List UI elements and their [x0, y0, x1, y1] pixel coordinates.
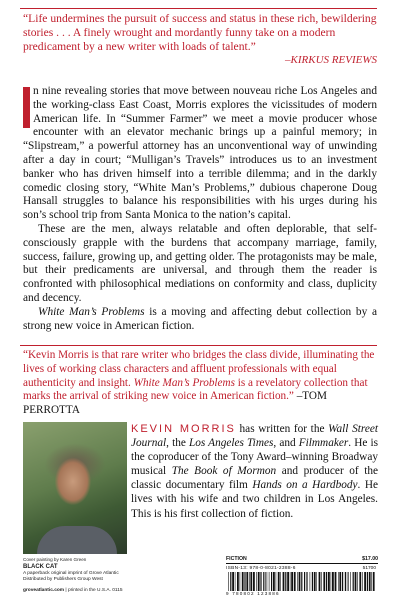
barcode-bar — [364, 572, 366, 591]
red-dropcap-bar — [23, 87, 30, 128]
category-label: FICTION — [226, 556, 247, 562]
barcode-bar — [283, 572, 285, 591]
barcode-bar — [350, 572, 351, 591]
barcode-bar — [235, 572, 236, 591]
barcode-bar — [357, 572, 358, 591]
barcode-bar — [301, 572, 302, 591]
perrotta-quote: “Kevin Morris is that rare writer who bridges the class divide, illuminating the lives of working class characters and affluent professionals with equal authenticity and insight. White Man’s Problems is a revelatory collection that marks the arrival of striking new voice in American fiction.” –TOM PERROTTA — [23, 349, 375, 417]
barcode-bar — [369, 572, 371, 591]
barcode-bar — [355, 572, 357, 591]
barcode-bar — [240, 572, 241, 591]
barcode-bar — [246, 572, 248, 591]
barcode-bar — [353, 572, 354, 591]
barcode-bar — [269, 572, 270, 591]
description-paragraph-2: These are the men, always relatable and often deplorable, that self-consciously grapple with the burdens that accompany marriage, family, success, failure, growing up, and getting older. The protagonists may be male, but their predicaments are universal, and through them the reader is confronted with philosophical mediations on conformity and class, duplicity and decency. — [23, 222, 377, 304]
barcode-bar — [316, 572, 317, 591]
barcode-bar — [367, 572, 368, 591]
kirkus-attribution: –KIRKUS REVIEWS — [285, 53, 377, 66]
barcode-bar — [237, 572, 239, 591]
kirkus-quote — [23, 12, 377, 68]
barcode-bar — [250, 572, 252, 591]
barcode-header — [226, 556, 378, 564]
barcode-bars — [226, 572, 376, 591]
imprint-line-1: A paperback original imprint of Grove Atlantic — [23, 570, 119, 576]
barcode-bar — [307, 572, 308, 591]
barcode-bar — [256, 572, 257, 591]
barcode-bar — [338, 572, 339, 591]
barcode-bar — [260, 572, 261, 591]
barcode-bar — [280, 572, 281, 591]
barcode-bar — [319, 572, 321, 591]
description-paragraph-1: n nine revealing stories that move between nouveau riche Los Angeles and the working-class East Coast, Morris explores the vicissitudes of modern American life. In “Summer Farmer” we meet a movie producer whose encounter with an elevator mechanic brings up a painful memory; in “Slipstream,” a powerful attorney has an unconventional way of unwinding after a day in court; “Mulligan’s Travels” introduces us to an investment banker who has driven himself into a terrible dilemma; and in the darkly comedic closing story, “White Man’s Problems,” dubious chaperone Doug Hansall struggles to balance his responsibilities with his urges during his son’s school trip from Santa Monica to the nation’s capital. — [23, 85, 377, 222]
barcode-bar — [326, 572, 327, 591]
barcode-bar — [304, 572, 305, 591]
barcode-bar — [244, 572, 245, 591]
barcode-bar — [232, 572, 234, 591]
book-title-italic: White Man’s Problems — [133, 376, 235, 389]
author-bio: KEVIN MORRIS has written for the Wall Street Journal, the Los Angeles Times, and Filmmaker. He is the coproducer of the Tony Award–winning Broadway musical The Book of Mormon and producer of the classic documentary film Hands on a Hardbody. He lives with his wife and two children in Los Angeles. This is his first collection of fiction. — [131, 423, 379, 520]
barcode-bar — [339, 572, 341, 591]
barcode-bar — [312, 572, 313, 591]
barcode-digits: 9 780802 123886 — [226, 591, 280, 596]
barcode-bar — [294, 572, 296, 591]
barcode-bar — [276, 572, 277, 591]
barcode-bar — [328, 572, 330, 591]
author-photo-shirt — [37, 526, 117, 554]
middle-red-rule — [20, 345, 377, 346]
barcode-bar — [287, 572, 289, 591]
barcode-bar — [342, 572, 343, 591]
description-paragraph-3: White Man’s Problems is a moving and affecting debut collection by a strong new voice in American fiction. — [23, 305, 377, 332]
barcode-bar — [362, 572, 363, 591]
imprint-line-2: Distributed by Publishers Group West — [23, 576, 103, 582]
barcode-bar — [359, 572, 361, 591]
book-title-italic: White Man’s Problems — [38, 305, 145, 318]
barcode-bar — [253, 572, 255, 591]
barcode-bar — [263, 572, 264, 591]
top-red-rule — [20, 8, 377, 9]
price-label: $17.00 — [362, 556, 378, 562]
publisher-website: groveatlantic.com — [23, 588, 65, 593]
barcode-bar — [321, 572, 322, 591]
publisher-footer — [23, 588, 123, 593]
barcode-bar — [314, 572, 316, 591]
cover-credit: Cover painting by Karen Green — [23, 557, 87, 562]
author-photo — [23, 422, 127, 554]
barcode-bar — [242, 572, 244, 591]
barcode-bar — [335, 572, 337, 591]
barcode-bar — [291, 572, 293, 591]
barcode-bar — [249, 572, 250, 591]
publisher-imprint — [23, 565, 193, 582]
author-name: KEVIN MORRIS — [131, 423, 236, 435]
barcode-bar — [258, 572, 260, 591]
isbn-text: ISBN-13: 978-0-8021-2388-6 — [226, 566, 296, 571]
barcode-bar — [373, 572, 375, 591]
barcode-bar — [348, 572, 349, 591]
kirkus-quote-text: “Life undermines the pursuit of success and status in these rich, bewildering stories . . . A finely wrought and mordantly funny take on a modern predicament by a new writer with loads of talent.” — [23, 12, 377, 53]
barcode-block — [226, 556, 378, 596]
barcode-bar — [331, 572, 332, 591]
barcode-bar — [265, 572, 266, 591]
barcode-bar — [310, 572, 311, 591]
barcode-bar — [347, 572, 348, 591]
imprint-name: BLACK CAT — [23, 564, 58, 570]
barcode-bar — [290, 572, 291, 591]
barcode-bar — [299, 572, 301, 591]
print-info: | printed in the U.S.A. 0115 — [64, 588, 123, 593]
barcode-bar — [228, 572, 229, 591]
barcode-bar — [297, 572, 298, 591]
barcode-bar — [271, 572, 272, 591]
barcode-bar — [230, 572, 231, 591]
barcode-bar — [306, 572, 307, 591]
barcode-bar — [267, 572, 268, 591]
perrotta-attribution: –TOM PERROTTA — [23, 390, 327, 417]
barcode-bar — [273, 572, 275, 591]
price-code: 51700 — [362, 566, 376, 571]
barcode-bar — [278, 572, 280, 591]
book-description — [23, 85, 377, 333]
barcode-bar — [332, 572, 334, 591]
barcode-bar — [345, 572, 346, 591]
barcode-bar — [371, 572, 372, 591]
barcode-bar — [323, 572, 325, 591]
barcode-bar — [285, 572, 286, 591]
